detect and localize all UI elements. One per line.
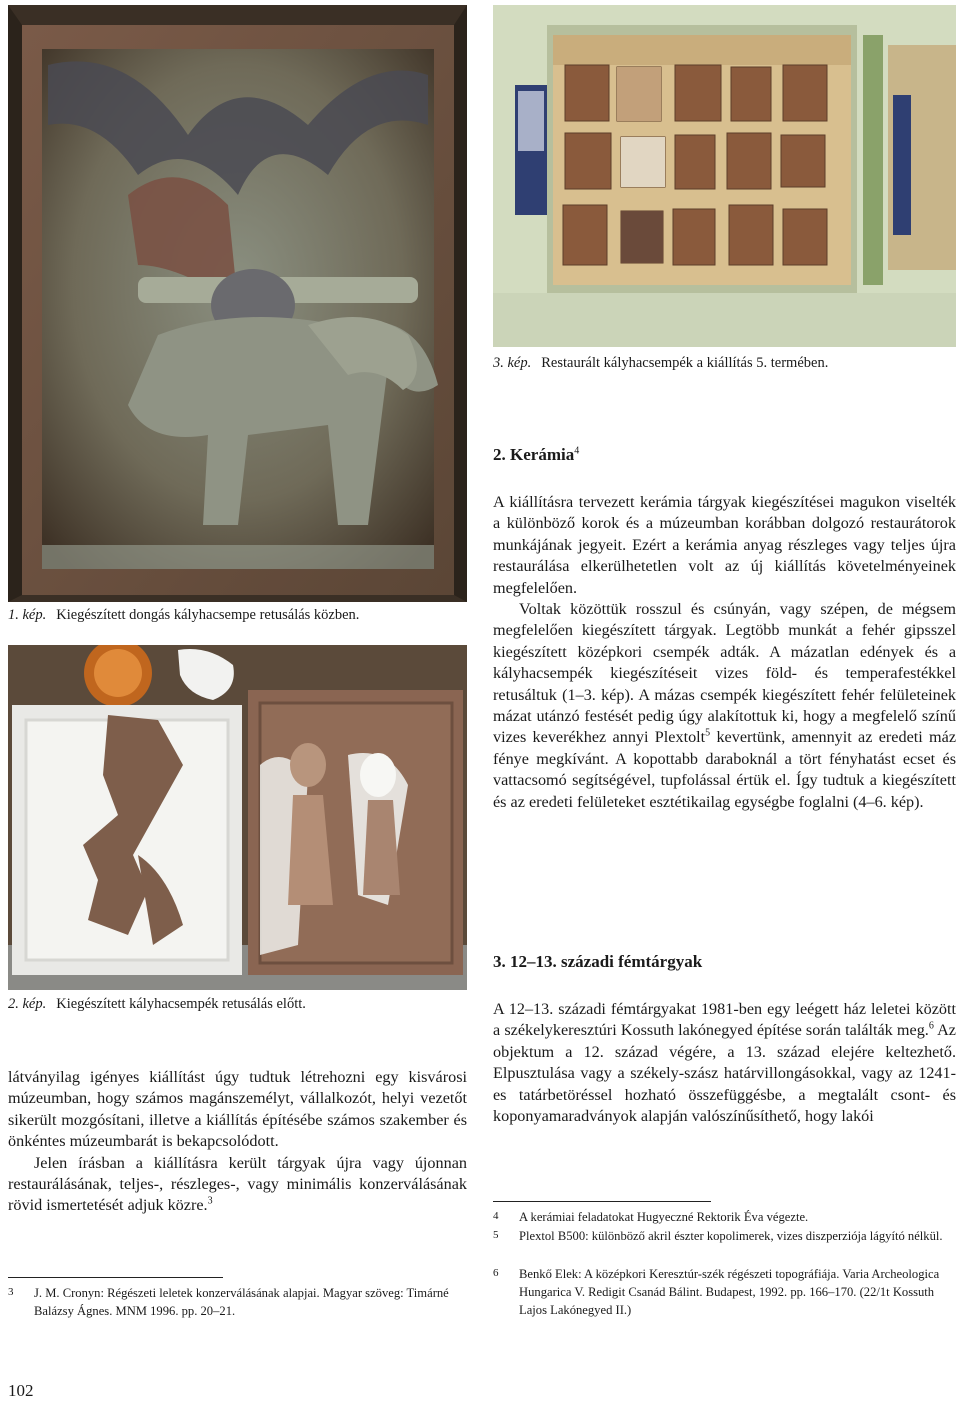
figure-3-caption-text: Restaurált kályhacsempék a kiállítás 5. termében.	[541, 355, 829, 371]
figure-3-photo	[493, 5, 956, 347]
section-2-title-text: 2. Kerámia	[493, 445, 575, 464]
figure-3-number: 3. kép.	[493, 355, 532, 371]
footnote-ref-4: 4	[574, 445, 580, 457]
left-paragraph-2-text: Jelen írásban a kiállításra került tárgyak újra vagy újonnan restaurálásának, teljes-, részleges-, vagy minimális konzerválásának rövid ismertetését adjuk közre.	[8, 1153, 467, 1215]
section-3-title: 3. 12–13. századi fémtárgyak	[493, 952, 703, 971]
section-3-body	[493, 999, 956, 1127]
stove-tiles-plaster-image	[8, 645, 467, 990]
stove-tile-knight-image	[8, 5, 467, 602]
footnote-ref-3: 3	[207, 1196, 213, 1208]
footnote-6-text: Benkő Elek: A középkori Keresztúr-szék régészeti topográfiája. Varia Archeologica Hungarica V. Redigit Csanád Bálint. Budapest, 1992. pp. 166–170. (22/1t Kossuth Lajos Lakónegyed II.)	[519, 1267, 940, 1317]
footnote-4-text: A kerámiai feladatokat Hugyeczné Rektorik Éva végezte.	[519, 1210, 809, 1224]
footnote-4	[493, 1208, 956, 1226]
left-column-text	[8, 1067, 467, 1217]
right-footnote-rule	[493, 1201, 711, 1202]
section-3-paragraph-1-text-a: A 12–13. századi fémtárgyakat 1981-ben egy leégett ház leletei között a székelykeresztúri Kossuth lakónegyed építése során találták meg.	[493, 1000, 956, 1040]
footnote-5-text: Plextol B500: különböző akril észter kopolimerek, vizes diszperziója lágyító nélkül.	[519, 1229, 943, 1243]
museum-display-image	[493, 5, 956, 347]
section-2-body	[493, 492, 956, 813]
figure-2-number: 2. kép.	[8, 996, 47, 1012]
footnote-3	[8, 1284, 467, 1320]
footnote-ref-6: 6	[928, 1021, 934, 1033]
section-2-paragraph-2	[493, 599, 956, 813]
footnote-5	[493, 1227, 956, 1245]
figure-1-caption-text: Kiegészített dongás kályhacsempe retusálás közben.	[56, 607, 360, 623]
page-number: 102	[8, 1381, 34, 1400]
figure-3-caption	[493, 354, 828, 372]
footnote-4-number: 4	[493, 1210, 499, 1222]
section-2-paragraph-1: A kiállításra tervezett kerámia tárgyak kiegészítései magukon viselték a különböző korok és a múzeumban korábban dolgozó restaurátorok munkájának jegyeit. Ezért a kerámia anyag részleges vagy teljes újra restaurálása elkerülhetetlen volt az új kiállítás követelményeinek megfelelően.	[493, 493, 956, 597]
figure-2-caption-text: Kiegészített kályhacsempék retusálás előtt.	[56, 996, 306, 1012]
section-3-paragraph-1	[493, 999, 956, 1127]
figure-1-photo	[8, 5, 467, 602]
figure-2-caption	[8, 995, 306, 1013]
footnote-6	[493, 1265, 956, 1319]
footnote-ref-5: 5	[705, 728, 711, 740]
footnote-3-number: 3	[8, 1286, 14, 1298]
left-footnote-rule	[8, 1277, 223, 1278]
section-2-paragraph-2-text-a: Voltak közöttük rosszul és csúnyán, vagy szépen, de mégsem megfelelően kiegészített tárgyak. Legtöbb munkát a fehér gipsszel kiegészített középkori csempék adták. A mázatlan edények és a kályhacsempék kiegészítéseit vizes föld- és temperafestékkel retusáltuk (1–3. kép). A mázas csempék kiegészített fehér felületeinek mázat utánzó festését pedig úgy alakítottuk ki, hogy a megfelelő színű vizes keverékhez annyi Plextolt	[493, 600, 956, 747]
left-paragraph-1: látványilag igényes kiállítást úgy tudtuk létrehozni egy kisvárosi múzeumban, hogy számos magánszemélyt, vállalkozót, helyi vezetőt sikerült mozgósítani, illetve a kiállítás építésébe számos szakember és önkéntes múzeumbarát is bekapcsolódott.	[8, 1068, 467, 1151]
figure-1-number: 1. kép.	[8, 607, 47, 623]
section-2-title	[493, 445, 579, 465]
section-3-paragraph-1-text-b: Az objektum a 12. század végére, a 13. század elejére keltezhető. Elpusztulása vagy a székely-szász határvillongásokkal, vagy az 1241-es tatárbetöréssel hozható összefüggésbe, a megtalált csont- és koponyamaradványok alapján valószínűsíthető, hogy lakói	[493, 1021, 956, 1126]
figure-1-caption	[8, 606, 359, 624]
figure-2-photo	[8, 645, 467, 990]
left-paragraph-2	[8, 1153, 467, 1217]
footnote-5-number: 5	[493, 1229, 499, 1241]
section-2-paragraph-2-text-b: kevertünk, amennyit az eredeti máz fénye megkívánt. A kopottabb daraboknál a tört fényhatást ecset és vattacsomó segítségével, tupfolással értük el. Így tudtuk a kiegészített és az eredeti felületeket esztétikailag egységbe foglalni (4–6. kép).	[493, 728, 957, 811]
footnote-3-text: J. M. Cronyn: Régészeti leletek konzerválásának alapjai. Magyar szöveg: Timárné Balázsy Ágnes. MNM 1996. pp. 20–21.	[34, 1286, 449, 1318]
footnote-6-number: 6	[493, 1267, 499, 1279]
